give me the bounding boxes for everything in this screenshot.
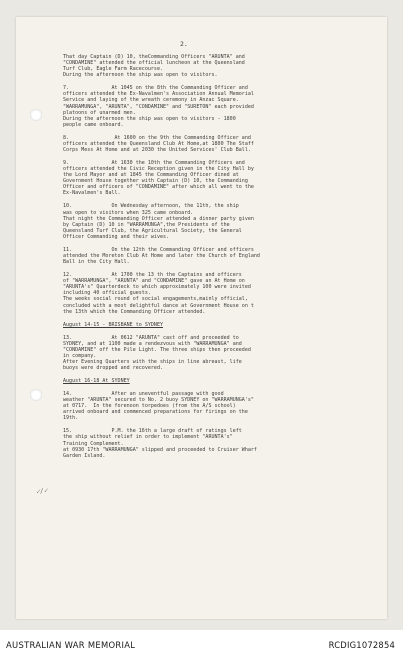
text-line: arrived onboard and commenced preparations for firings on the — [63, 409, 248, 416]
text-line: the Lord Mayor and at 1845 the Commanding Officer dined at — [63, 172, 239, 179]
text-line: 13. At 0612 "ARUNTA" cast off and proceeded to — [63, 334, 239, 341]
text-line: 15. P.M. the 16th a large draft of ratings left — [63, 428, 242, 435]
text-line: Turf Club, Eagle Farm Racecourse. — [63, 66, 163, 73]
paragraph-gap — [63, 315, 373, 322]
paragraph-gap — [63, 197, 373, 204]
text-line: at 0930 17th "WARRAMUNGA" slipped and proceeded to Cruiser Wharf — [63, 446, 257, 453]
text-line: attended the Moreton Club At Home and later the Church of England — [63, 252, 260, 259]
text-line: Garden Island. — [63, 452, 106, 459]
paragraph-gap — [63, 78, 373, 85]
text-line: of "WARRAMUNGA", "ARUNTA" and "CONDAMINE" gave an At Home on — [63, 278, 245, 285]
text-line: Ex-Navalmen's Ball. — [63, 190, 121, 197]
page-number: 2. — [180, 40, 188, 48]
text-line: "ARUNTA's" Quarterdeck to which approximately 100 were invited — [63, 284, 251, 291]
text-line: "WARRAMUNGA", "ARUNTA", "CONDAMINE" and "SURETON" each provided — [63, 103, 254, 110]
text-line: "CONDAMINE" attended the official luncheon at the Queensland — [63, 60, 245, 67]
text-line: people came onboard. — [63, 121, 124, 128]
text-line: by Captain (D) 10 in "WARRAMUNGA",the Presidents of the — [63, 221, 230, 228]
text-line: including 40 official guests. — [63, 290, 151, 297]
text-line: "CONDAMINE" off the Pile Light. The three ships then proceeded — [63, 346, 251, 353]
text-line: was open to visitors when 325 came onboard. — [63, 209, 194, 216]
text-line: That day Captain (D) 10, theCommanding Officers "ARUNTA" and — [63, 54, 245, 60]
footer-record-id: RCDIG1072854 — [328, 640, 395, 650]
text-line: 8. At 1600 on the 9th the Commanding Officer and — [63, 134, 251, 141]
paragraph — [63, 428, 373, 458]
paragraph-gap — [63, 153, 373, 160]
text-line: Ball in the City Hall. — [63, 259, 130, 266]
text-line: weather "ARUNTA" secured to No. 2 buoy SYDNEY on "WARRAMUNGA's" — [63, 397, 254, 404]
text-line: During the afternoon the ship was open to visitors - 1800 — [63, 115, 236, 122]
text-line: the 13th which the Commanding Officer attended. — [63, 308, 206, 315]
text-line: Corps Mess At Home and at 2030 the United Services' Club Ball. — [63, 147, 251, 153]
paragraph — [63, 85, 373, 128]
punch-hole — [30, 109, 42, 121]
paragraph-gap — [63, 240, 373, 247]
text-line: Training Complement. — [63, 440, 124, 447]
text-line: The weeks social round of social engagements,mainly official, — [63, 296, 248, 303]
text-line: 19th. — [63, 415, 79, 422]
text-line: at 0717. In the forenoon torpedoes (from the A/S school) — [63, 403, 236, 410]
text-line: Government House together with Captain (D) 10, the Commanding — [63, 178, 248, 185]
paragraph-gap — [63, 422, 373, 429]
paragraph-gap — [63, 128, 373, 135]
text-line: After Evening Quarters with the ships in line abreast, life — [63, 358, 242, 365]
paragraph — [63, 203, 373, 240]
text-line: SYDNEY, and at 1100 made a rendezvous with "WARRAMUNGA" and — [63, 340, 242, 347]
paragraph — [63, 54, 373, 78]
paragraph-gap — [63, 384, 373, 391]
text-line: officers attended the Queensland Club At Home,at 1800 The Staff — [63, 140, 254, 147]
text-line: officers attended the Civic Reception given in the City Hall by — [63, 166, 254, 173]
paragraph-gap — [63, 265, 373, 272]
text-line: platoons of unarmed men. — [63, 109, 136, 116]
text-line: 7. At 1045 on the 8th the Commanding Officer and — [63, 85, 248, 92]
text-line: 14. After an uneventful passage with good — [63, 391, 224, 398]
text-line: 11. On the 12th the Commanding Officer and officers — [63, 246, 254, 253]
text-line: During the afternoon the ship was open to visitors. — [63, 72, 218, 79]
text-line: 9. At 1630 the 10th the Commanding Officers and — [63, 159, 245, 166]
text-line: 12. At 1700 the 13 th the Captains and officers — [63, 272, 242, 279]
text-line: Service and laying of the wreath ceremony in Anzac Square. — [63, 97, 239, 104]
paragraph-gap — [63, 371, 373, 378]
text-line: August 14-15 - BRISBANE to SYDNEY — [63, 321, 163, 328]
archive-footer — [0, 630, 403, 654]
text-line: officers attended the Ex-Navalmen's Association Annual Memorial — [63, 91, 254, 98]
text-line: in company. — [63, 352, 97, 359]
text-line: That night the Commanding Officer attended a dinner party given — [63, 215, 254, 222]
document-body — [63, 54, 373, 459]
text-line: Officer Commanding and their wives. — [63, 233, 170, 240]
footer-institution: AUSTRALIAN WAR MEMORIAL — [6, 640, 136, 650]
paragraph — [63, 247, 373, 265]
paragraph — [63, 335, 373, 372]
text-line: August 16-18 At SYDNEY — [63, 378, 130, 385]
paragraph — [63, 160, 373, 197]
text-line: buoys were dropped and recovered. — [63, 365, 163, 372]
margin-annotation: ✓/✓ — [35, 486, 49, 496]
paragraph-gap — [63, 328, 373, 335]
text-line: Queensland Turf Club, the Agricultural Society, the General — [63, 227, 242, 234]
text-line: the ship without relief in order to implement "ARUNTA's" — [63, 434, 233, 441]
text-line: Officer and officers of "CONDAMINE" after which all went to the — [63, 184, 254, 191]
text-line: concluded with a most delightful dance at Government House on t — [63, 302, 254, 309]
paragraph — [63, 135, 373, 153]
paragraph — [63, 391, 373, 421]
paragraph — [63, 272, 373, 315]
text-line: 10. On Wednesday afternoon, the 11th, the ship — [63, 203, 239, 210]
punch-hole — [30, 389, 42, 401]
